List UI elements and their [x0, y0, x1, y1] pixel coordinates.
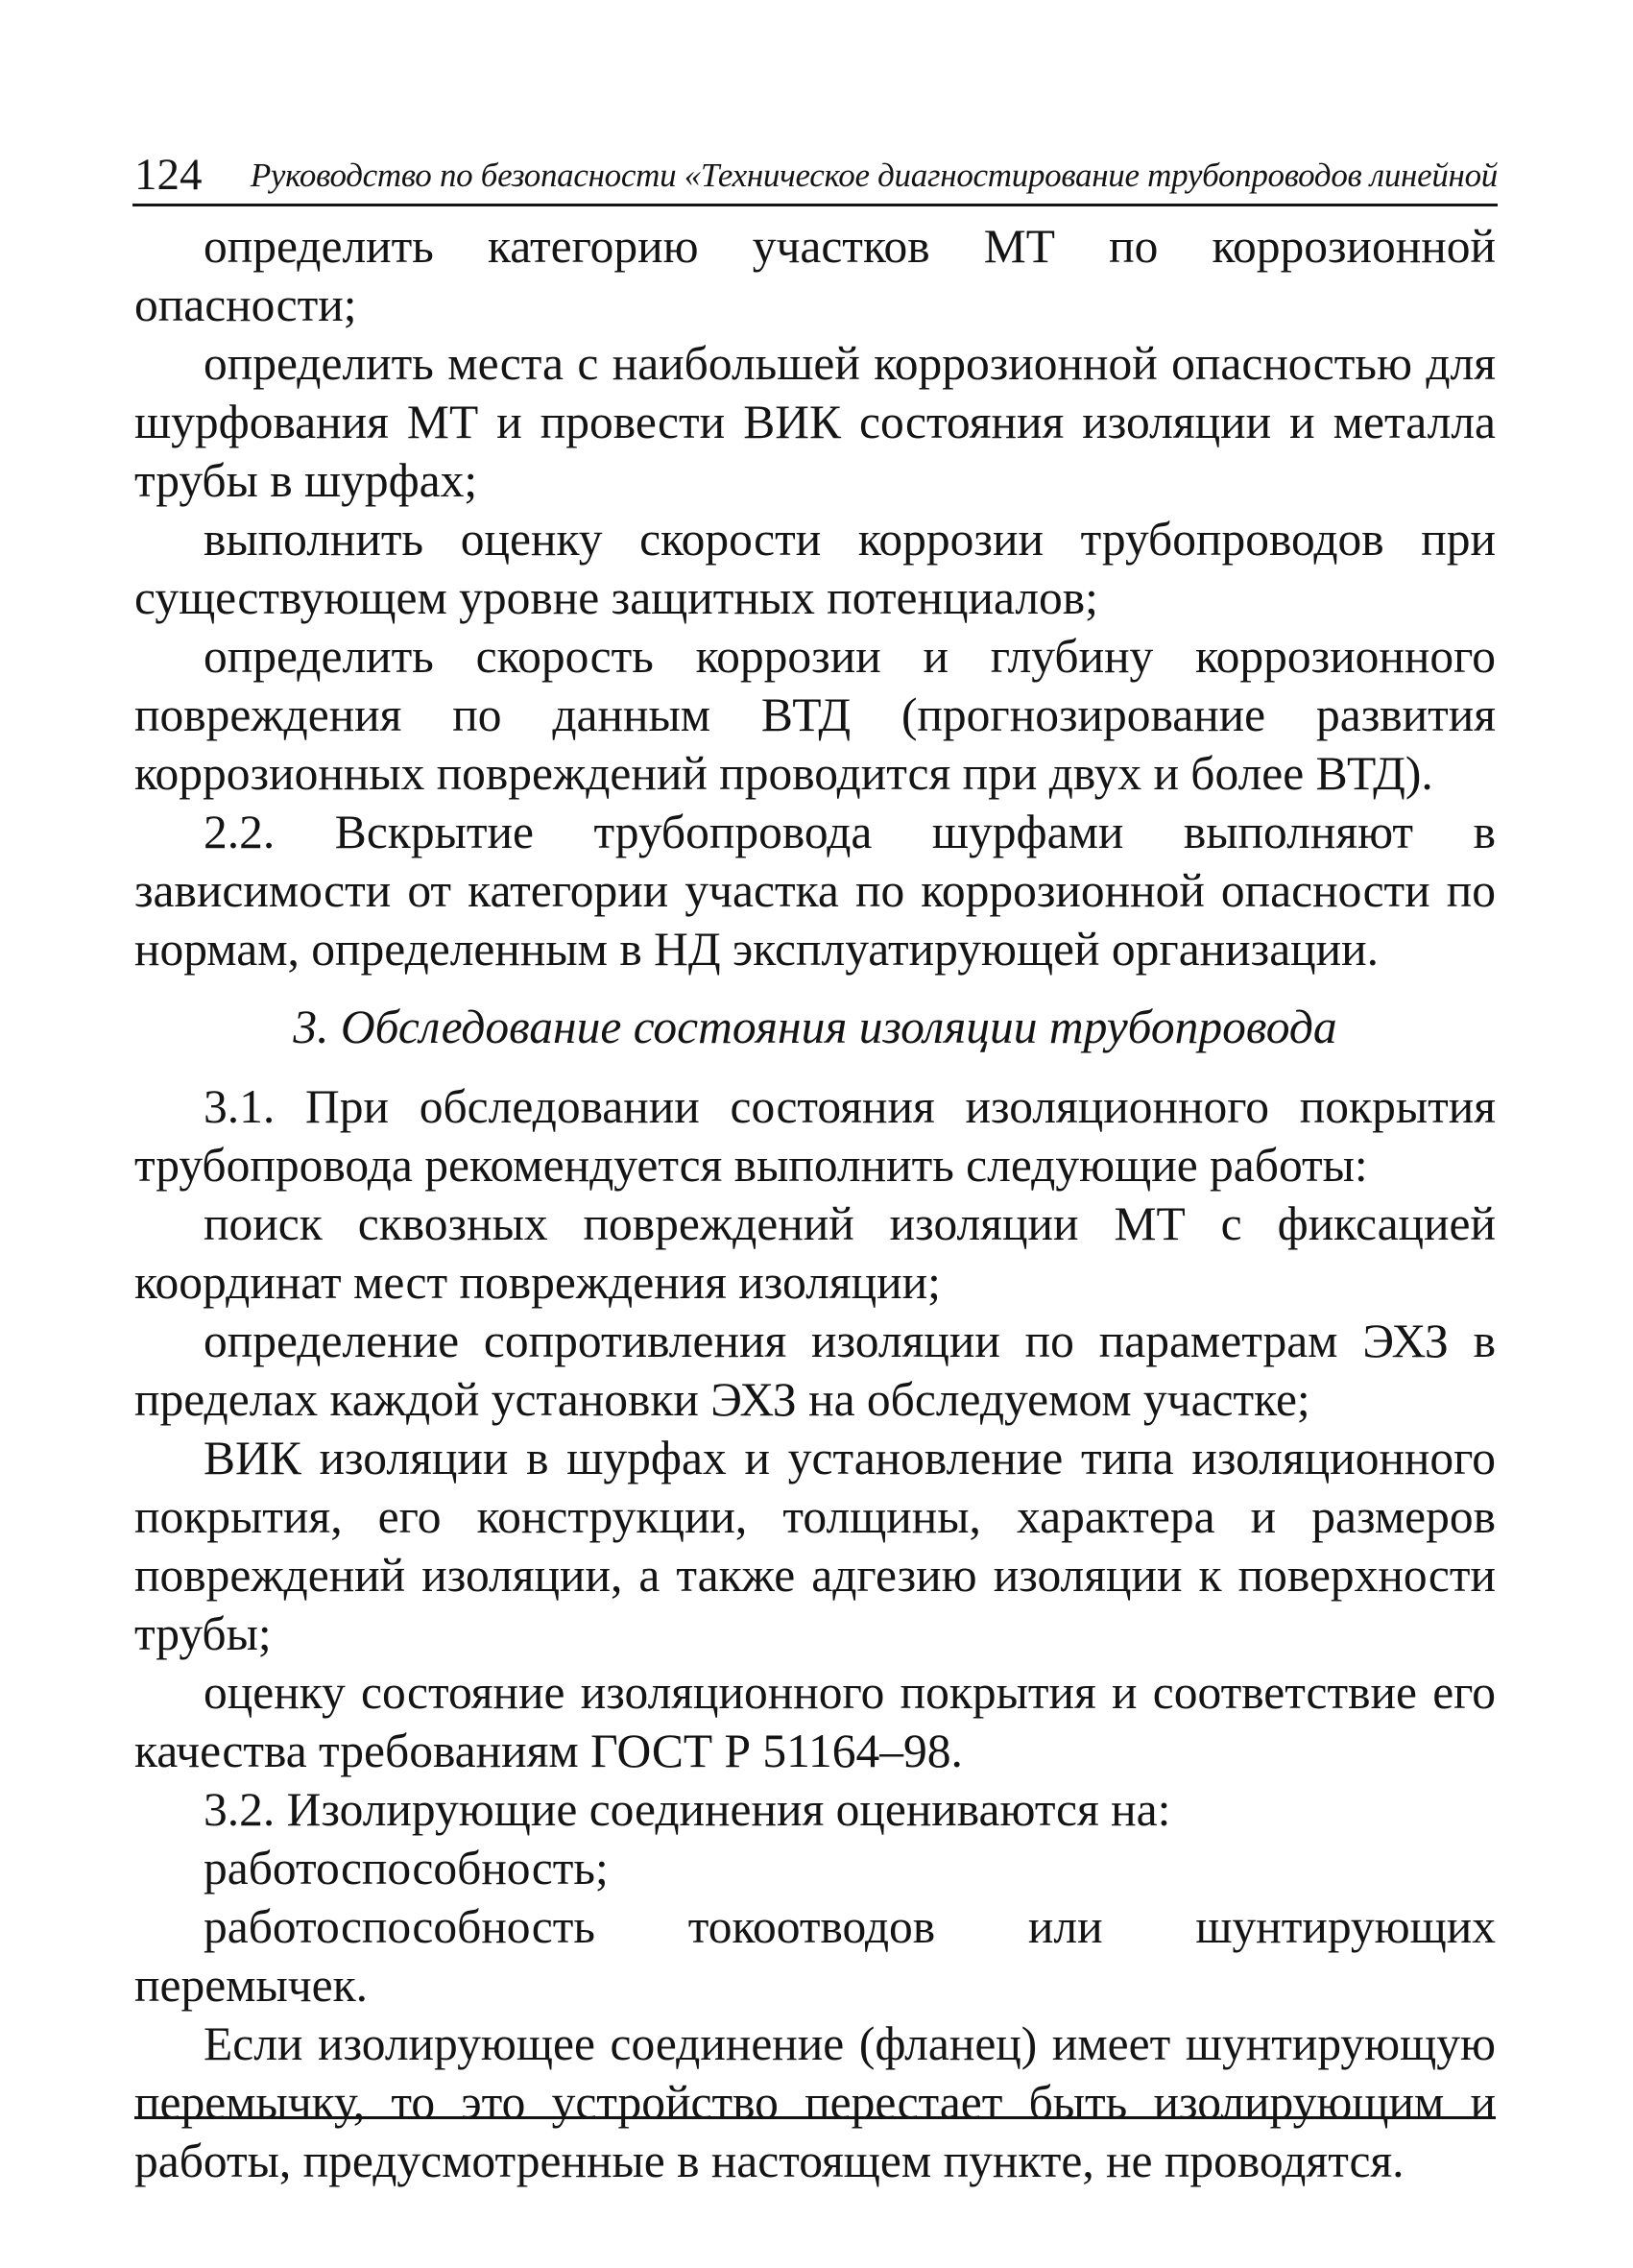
paragraph: работоспособность токоотводов или шунтирующих перемычек. [134, 1900, 1496, 2012]
paragraph: определить места с наибольшей коррозионной опасностью для шурфования МТ и провести ВИК состояния изоляции и металла трубы в шурфах; [134, 337, 1496, 507]
paragraph: работоспособность; [204, 1842, 609, 1894]
paragraph: 2.2. Вскрытие трубопровода шурфами выполняют в зависимости от категории участка по коррозионной опасности по нормам, определенным в НД эксплуатирующей организации. [134, 806, 1496, 976]
paragraph: ВИК изоляции в шурфах и установление типа изоляционного покрытия, его конструкции, толщины, характера и размеров повреждений изоляции, а также адгезию изоляции к поверхности трубы; [134, 1432, 1496, 1660]
page-header [132, 144, 1498, 206]
page-number: 124 [134, 150, 203, 200]
paragraph: 3.2. Изолирующие соединения оцениваются на: [204, 1783, 1171, 1836]
section-heading: 3. Обследование состояния изоляции трубопровода [293, 1001, 1337, 1053]
paragraph: Если изолирующее соединение (фланец) имеет шунтирующую перемычку, то это устройство перестает быть изолирующим и работы, предусмотренные в настоящем пункте, не проводятся. [134, 2017, 1496, 2187]
paragraph: оценку состояние изоляционного покрытия и соответствие его качества требованиям ГОСТ Р 51164–98. [134, 1666, 1496, 1777]
paragraph: определение сопротивления изоляции по параметрам ЭХЗ в пределах каждой установки ЭХЗ на обследуемом участке; [134, 1315, 1496, 1426]
paragraph: определить категорию участков МТ по коррозионной опасности; [134, 220, 1496, 331]
paragraph: 3.1. При обследовании состояния изоляционного покрытия трубопровода рекомендуется выполнить следующие работы: [134, 1080, 1496, 1192]
body-text [134, 217, 1496, 2190]
footer-rule [134, 2116, 1496, 2119]
paragraph: выполнить оценку скорости коррозии трубопроводов при существующем уровне защитных потенциалов; [134, 513, 1496, 624]
paragraph: поиск сквозных повреждений изоляции МТ с фиксацией координат мест повреждения изоляции; [134, 1197, 1496, 1309]
paragraph: определить скорость коррозии и глубину коррозионного повреждения по данным ВТД (прогнозирование развития коррозионных повреждений проводится при двух и более ВТД). [134, 630, 1496, 800]
running-title: Руководство по безопасности «Техническое диагностирование трубопроводов линейной [250, 157, 1498, 194]
